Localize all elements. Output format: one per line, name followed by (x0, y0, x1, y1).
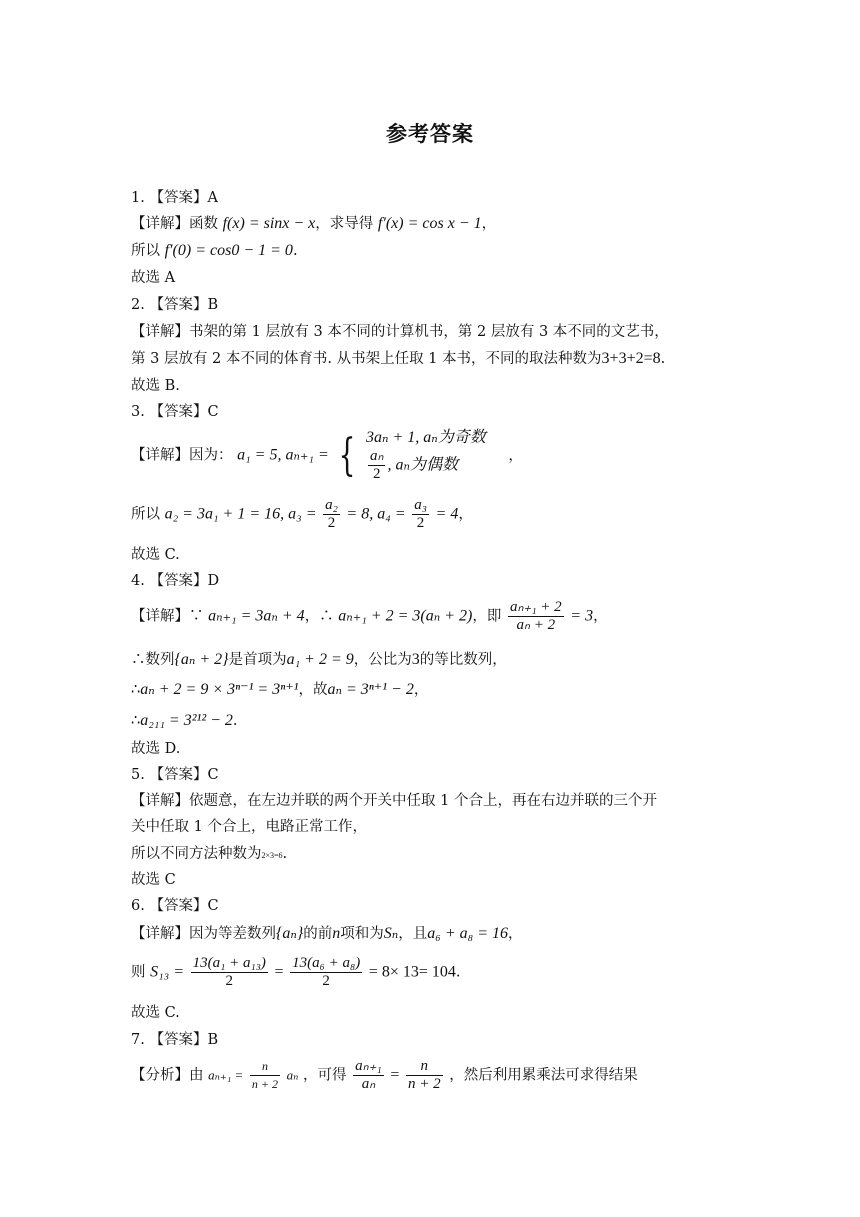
q7-eq1-den: n + 2 (251, 1077, 279, 1091)
q3-case-even (366, 448, 486, 483)
q3-line2-c: = 4 (435, 505, 459, 523)
q6-line1-g: ，且 (398, 926, 428, 942)
q3-brace: { (338, 429, 356, 481)
q4-line2-f: 3 (411, 651, 420, 668)
q7-eq3-num: n (406, 1058, 443, 1076)
q7-answer: 7. 【答案】B (131, 1032, 219, 1048)
q6-frac2-den: 2 (322, 973, 330, 989)
q7-eq2-den: aₙ (361, 1076, 376, 1092)
q5-line1: 【详解】依题意，在左边并联的两个开关中任取 1 个合上，再在右边并联的三个开 (131, 793, 657, 809)
q6-line2-c: = 8× 13= 104 (368, 963, 456, 981)
q5-line2: 关中任取 1 个合上，电路正常工作， (131, 819, 367, 835)
q6-line2-a: 则 (131, 964, 146, 981)
q6-line1 (131, 925, 522, 943)
q3-case-even-tail: , aₙ为偶数 (387, 456, 458, 474)
q4-eq1: aₙ₊₁ = 3aₙ + 4 (208, 607, 305, 625)
q6-line1-c: 的前 (303, 926, 333, 942)
q3-frac-a2-den: 2 (327, 515, 336, 531)
q6-line1-d: n (332, 925, 341, 942)
q6-line1-i: ， (507, 926, 523, 942)
q7-analysis-label: 【分析】由 (131, 1067, 204, 1084)
q2-line1: 【详解】书架的第 1 层放有 3 本不同的计算机书，第 2 层放有 3 本不同的文艺书， (131, 324, 669, 340)
q4-eq2: aₙ₊₁ + 2 = 3(aₙ + 2) (338, 607, 473, 625)
q3-case-even-den: 2 (372, 466, 381, 482)
q7-end: ，然后利用累乘法可求得结果 (449, 1067, 638, 1084)
q3-line2-end: ， (458, 506, 473, 523)
q3-frac-a2 (323, 497, 340, 532)
q3-answer: 3. 【答案】C (131, 404, 219, 420)
q5-line3-math: 2×3=6 (261, 851, 283, 860)
q7-eq1-num: n (250, 1058, 280, 1076)
q3-line2 (131, 497, 473, 532)
q3-cases (366, 428, 486, 483)
q6-frac1 (191, 955, 268, 990)
q3-line2-b: = 8, a₄ = (346, 505, 406, 523)
q6-frac1-den: 2 (225, 973, 234, 989)
q5-line3-text: 所以不同方法种数为 (131, 846, 262, 862)
q4-line3 (131, 681, 428, 699)
q4-line4-b: a₂₁₁ = 3²¹² − 2 (140, 712, 233, 729)
q2-line2-math: 3+3+2=8 (601, 350, 661, 367)
q4-line3-d: aₙ = 3ⁿ⁺¹ − 2 (327, 681, 414, 698)
q6-line1-h: a₆ + a₈ = 16 (427, 925, 508, 942)
q4-line3-c: ，故 (298, 682, 328, 698)
q1-detail-label: 【详解】函数 (131, 216, 218, 232)
q6-line2-b: S₁₃ = (150, 963, 185, 981)
q4-line4-a: ∴ (131, 713, 141, 729)
q4-line3-e: ， (413, 682, 429, 698)
q4-eq3: = 3 (570, 607, 594, 625)
q1-line2-end: . (292, 243, 298, 259)
q3-line2-prefix: 所以 (131, 506, 160, 523)
q5-answer: 5. 【答案】C (131, 767, 219, 783)
q1-end: ， (481, 216, 497, 232)
q2-line2-text: 第 3 层放有 2 本不同的体育书. 从书架上任取 1 本书，不同的取法种数为 (131, 351, 602, 367)
q1-line2-prefix: 所以 (131, 243, 160, 259)
q6-eq-mid: = (274, 963, 284, 981)
q4-line4-c: . (232, 713, 238, 729)
q3-frac-a3-den: 2 (416, 515, 425, 531)
q3-case-odd: 3aₙ + 1, aₙ为奇数 (365, 429, 486, 446)
q1-line2 (131, 242, 298, 260)
q3-frac-a3 (412, 497, 429, 532)
q6-frac2-num: 13(a₆ + a₈) (292, 955, 361, 971)
q3-recurrence-lhs: a₁ = 5, aₙ₊₁ = (237, 446, 329, 464)
q4-ratio-num: aₙ₊₁ + 2 (509, 599, 562, 615)
q7-eq2-num: aₙ₊₁ (355, 1058, 382, 1074)
q2-answer: 2. 【答案】B (131, 297, 219, 313)
q3-conclusion: 故选 C. (131, 547, 180, 563)
q3-detail (131, 428, 523, 483)
q3-detail-end: ， (508, 447, 523, 464)
q7-eq2-frac (353, 1058, 384, 1093)
q2-line2-end: . (660, 351, 666, 367)
q7-eq3-den: n + 2 (407, 1076, 441, 1092)
q4-end: ， (593, 608, 608, 625)
q1-line2-math: f′(0) = cos0 − 1 = 0 (164, 242, 293, 259)
q5-line3-end: . (282, 846, 288, 862)
q4-detail-label: 【详解】∵ (131, 608, 204, 625)
q6-line1-e: 项和为 (340, 926, 384, 942)
q6-answer: 6. 【答案】C (131, 898, 219, 914)
q4-line2-a: ∴数列 (131, 652, 175, 668)
q6-line1-b: {aₙ} (276, 925, 304, 942)
q5-conclusion: 故选 C (131, 872, 176, 888)
q7-eq1-tail: aₙ (286, 1067, 299, 1083)
q4-ratio-frac (508, 599, 564, 634)
q4-detail (131, 599, 608, 634)
q4-line3-b: aₙ + 2 = 9 × 3ⁿ⁻¹ = 3ⁿ⁺¹ (140, 681, 299, 698)
q1-answer: 1. 【答案】A (131, 190, 218, 206)
q7-eq1-lhs: aₙ₊₁ = (208, 1067, 244, 1083)
q1-derivative: f′(x) = cos x − 1 (377, 215, 482, 232)
q4-line2-b: {aₙ + 2} (174, 651, 229, 668)
q2-conclusion: 故选 B. (131, 378, 180, 394)
q4-line3-a: ∴ (131, 682, 141, 698)
q4-line2 (131, 651, 507, 669)
q6-line1-f: Sₙ (383, 925, 399, 942)
q7-eq1-frac (250, 1058, 280, 1093)
q7-eq3-frac (406, 1058, 443, 1093)
q6-frac2 (290, 955, 362, 990)
q6-line1-a: 【详解】因为等差数列 (131, 926, 276, 942)
q6-frac1-num: 13(a₁ + a₁₃) (192, 955, 266, 971)
q6-conclusion: 故选 C. (131, 1005, 180, 1021)
q1-detail (131, 215, 496, 233)
q5-line3 (131, 845, 287, 865)
q4-line2-g: 的等比数列， (419, 652, 507, 668)
q4-line4 (131, 712, 238, 730)
q3-line2-a: a₂ = 3a₁ + 1 = 16, a₃ = (164, 505, 317, 523)
q3-frac-a3-num: a₃ (414, 497, 427, 513)
q1-mid-text: ，求导得 (315, 216, 374, 232)
q1-conclusion: 故选 A (131, 270, 176, 286)
q3-case-even-frac (368, 448, 385, 483)
q4-conclusion: 故选 D. (131, 741, 181, 757)
q6-line2 (131, 955, 461, 990)
q7-analysis (131, 1058, 638, 1093)
q4-sep1: ，∴ (304, 608, 334, 625)
q4-line2-c: 是首项为 (228, 652, 287, 668)
q7-mid: ，可得 (303, 1067, 347, 1084)
q2-line2 (131, 350, 665, 368)
q6-line2-end: . (455, 964, 461, 981)
q3-frac-a2-num: a₂ (325, 497, 338, 513)
q4-line2-d: a₁ + 2 = 9 (286, 651, 354, 668)
q3-detail-label: 【详解】因为： (131, 447, 233, 464)
q4-sep2: ，即 (472, 608, 502, 625)
q4-line2-e: ，公比为 (353, 652, 412, 668)
q7-eq2-equals: = (390, 1066, 400, 1084)
q4-ratio-den: aₙ + 2 (516, 617, 556, 633)
q4-answer: 4. 【答案】D (131, 573, 220, 589)
page-title: 参考答案 (386, 122, 474, 146)
q1-function: f(x) = sinx − x (222, 215, 316, 232)
q3-case-even-num: aₙ (369, 448, 384, 464)
